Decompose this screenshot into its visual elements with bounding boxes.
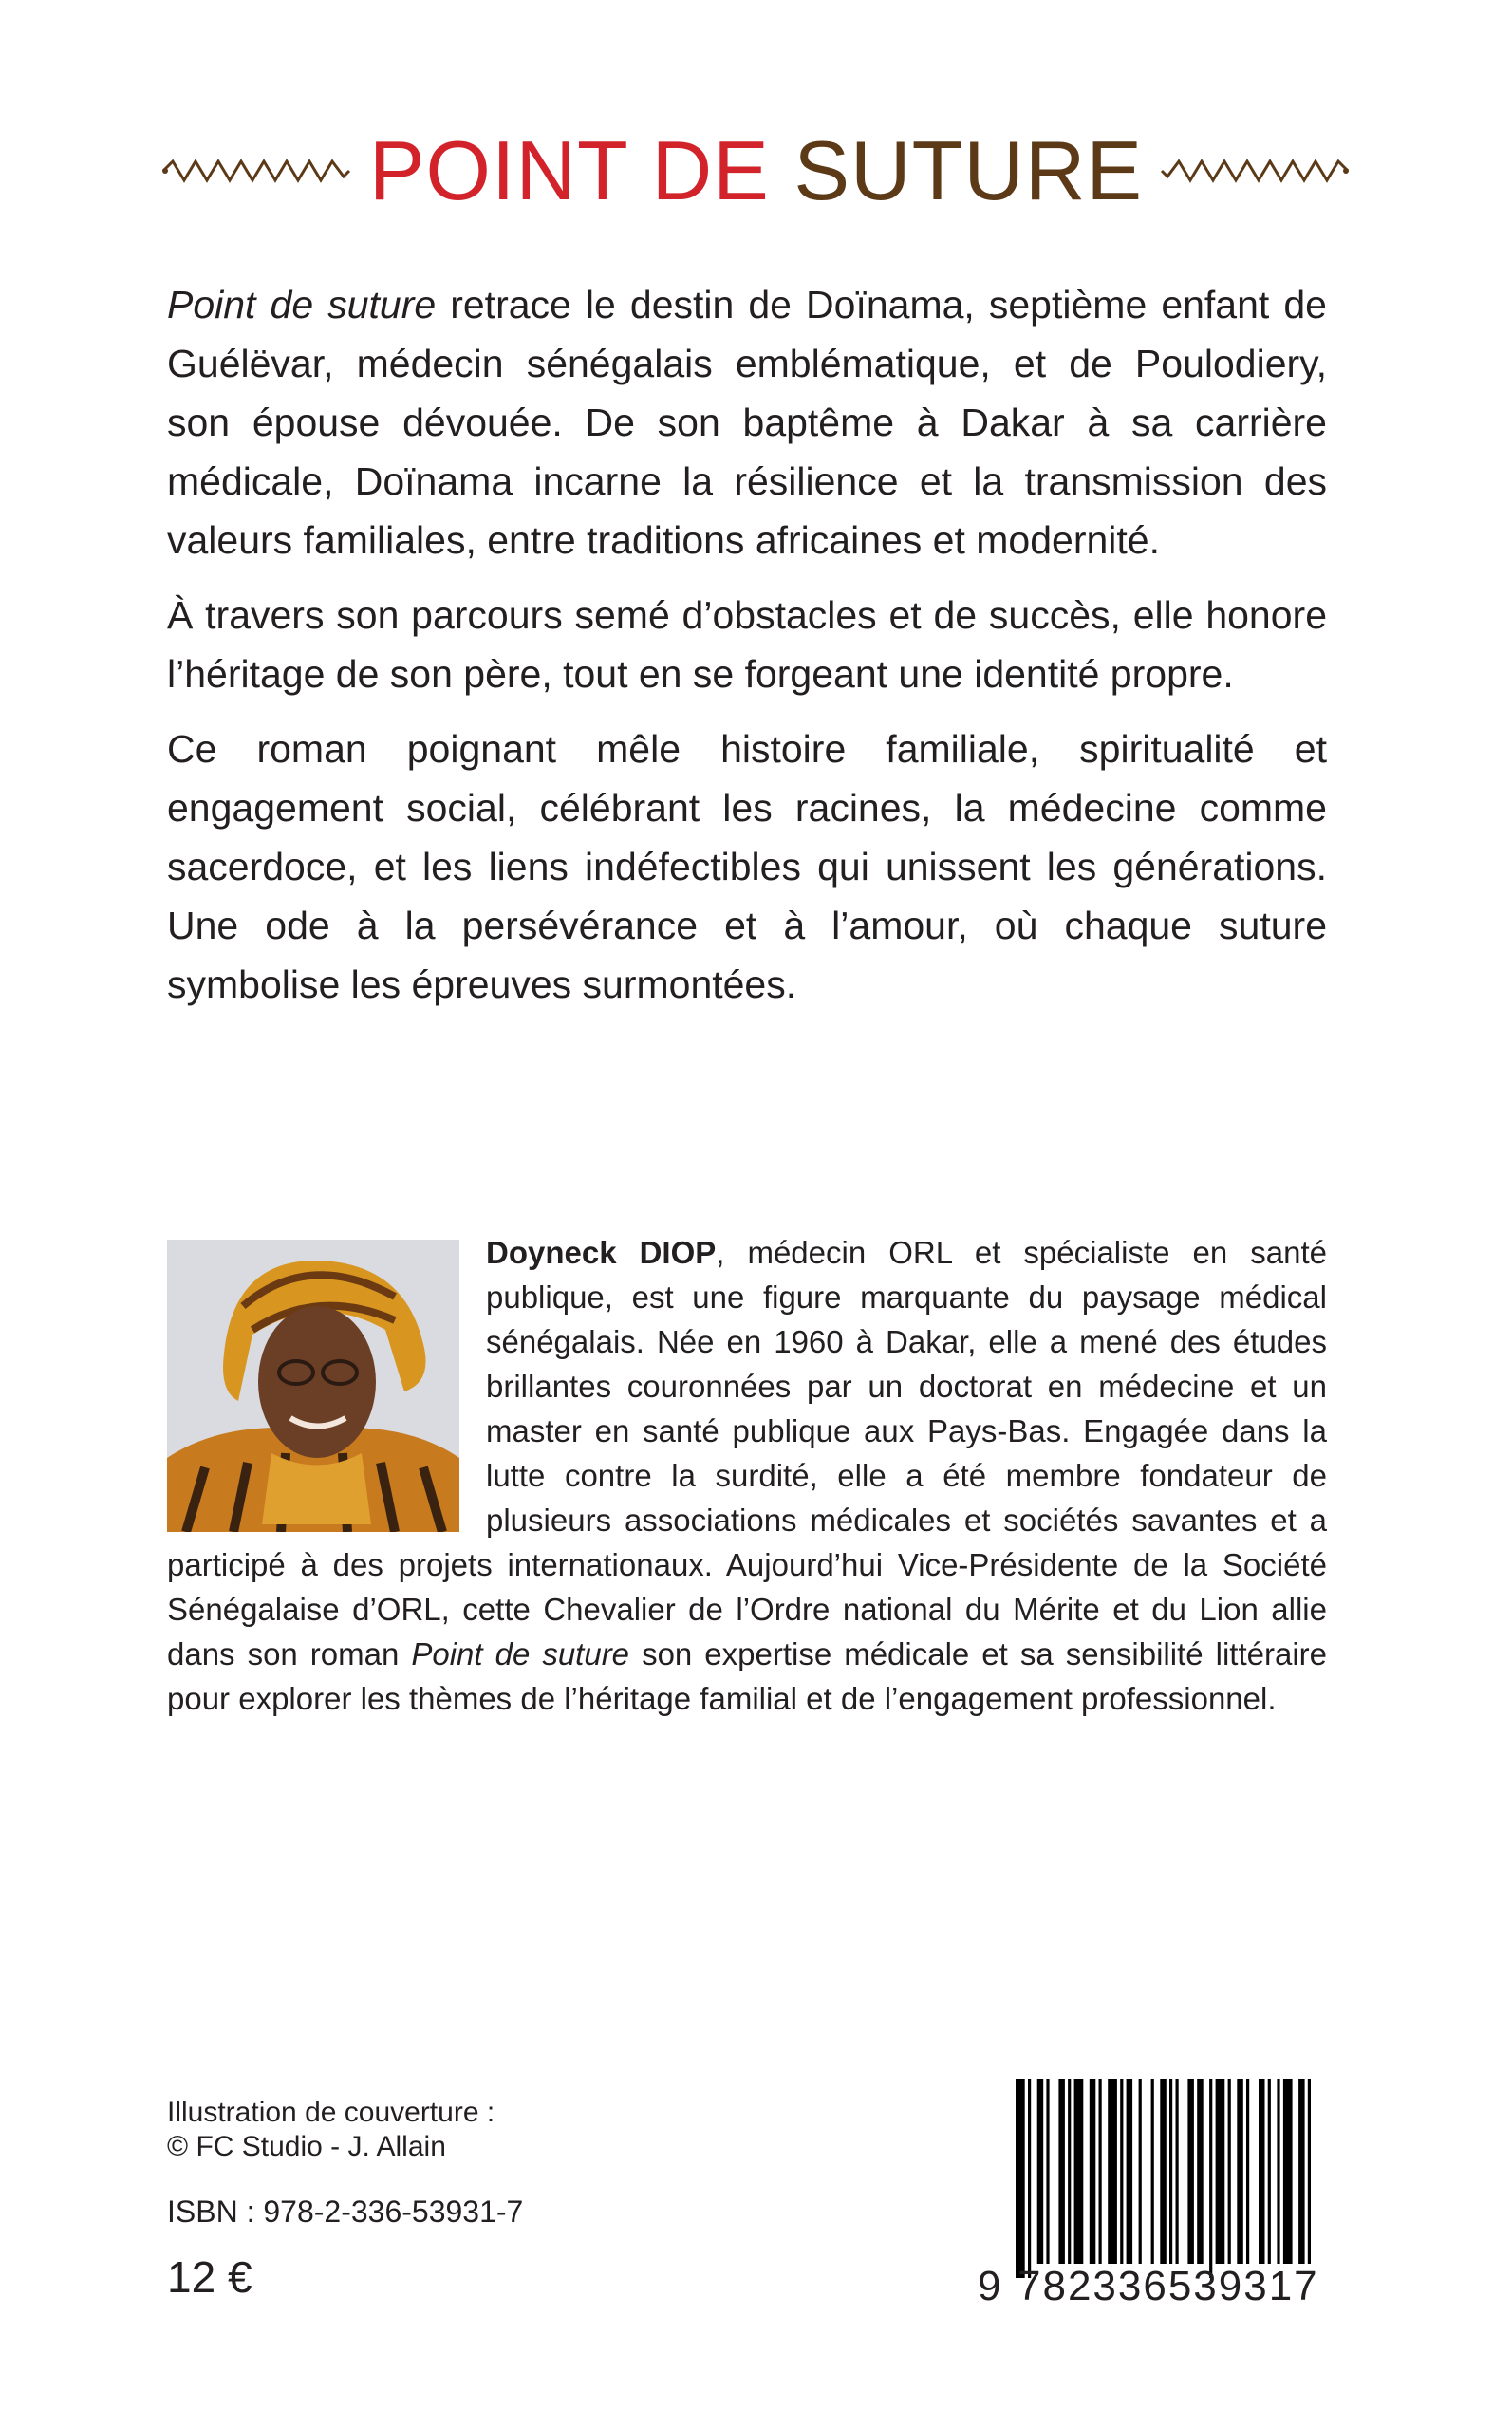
barcode-first-digit: 9 [978, 2263, 1001, 2309]
barcode-bar [1037, 2079, 1044, 2264]
blurb-paragraph-3: Ce roman poignant mêle histoire familiale, spiritualité et engagement social, célébrant les racines, la médecine comme sacerdoce, et les liens indéfectibles qui unissent les générations. Une ode à la persévérance et à l’amour, où chaque suture symbolise les épreuves surmontées. [167, 727, 1327, 1006]
barcode-bar [1187, 2079, 1194, 2264]
blurb-title-italic: Point de suture [167, 283, 437, 327]
barcode-bar [1228, 2079, 1231, 2264]
price: 12 € [167, 2252, 252, 2302]
barcode-bar [1298, 2079, 1305, 2264]
barcode-bar [1209, 2079, 1212, 2278]
barcode-bar [1308, 2079, 1311, 2264]
barcode-bar [1046, 2079, 1049, 2264]
barcode-bar [1216, 2079, 1225, 2264]
barcode-bar [1028, 2079, 1031, 2278]
title-row [0, 114, 1512, 228]
author-name: Doyneck DIOP [486, 1235, 717, 1270]
cover-credits [167, 2096, 495, 2164]
barcode-bar [1169, 2079, 1172, 2264]
zigzag-ornament-right [1160, 154, 1350, 188]
author-bio [167, 1230, 1327, 1721]
barcode-bar [1099, 2079, 1102, 2264]
isbn: ISBN : 978-2-336-53931-7 [167, 2194, 524, 2229]
barcode-bar [1197, 2079, 1204, 2264]
barcode-bar [1176, 2079, 1179, 2264]
barcode-bar [1268, 2079, 1271, 2264]
barcode-bar [1237, 2079, 1243, 2264]
barcode-bar [1108, 2079, 1117, 2264]
credits-line-2: © FC Studio - J. Allain [167, 2131, 446, 2162]
barcode-bar [1246, 2079, 1249, 2264]
title-part-brown: SUTURE [793, 123, 1144, 217]
blurb-paragraph-2: À travers son parcours semé d’obstacles et de succès, elle honore l’héritage de son père, tout en se forgeant une identité propre. [167, 593, 1327, 696]
barcode-bar [1068, 2079, 1071, 2264]
barcode-bar [1090, 2079, 1096, 2264]
blurb-paragraph-1 [167, 275, 1327, 570]
author-bio-text-2: son expertise médicale et sa sensibilité littéraire pour explorer les thèmes de l’héritage familial et de l’engagement professionnel. [167, 1636, 1327, 1716]
barcode-bar [1058, 2079, 1065, 2264]
credits-line-1: Illustration de couverture : [167, 2097, 495, 2128]
blurb-p1-text: retrace le destin de Doïnama, septième enfant de Guélëvar, médecin sénégalais emblématique, et de Poulodiery, son épouse dévouée. De son baptême à Dakar à sa carrière médicale, Doïnama incarne la résilience et la transmission des valeurs familiales, entre traditions africaines et modernité. [167, 283, 1327, 562]
barcode-bar [1277, 2079, 1279, 2264]
barcode-bar [1151, 2079, 1154, 2264]
barcode-bar [1139, 2079, 1142, 2264]
barcode-bar [1074, 2079, 1084, 2264]
title-part-red: POINT DE [368, 123, 770, 217]
barcode-bar [1160, 2079, 1167, 2264]
barcode-bar [1259, 2079, 1265, 2264]
blurb [167, 275, 1327, 1030]
barcode-digit-groups: 782336539317 [1017, 2263, 1319, 2309]
barcode-bar [1016, 2079, 1025, 2278]
author-bio-text-1: , médecin ORL et spécialiste en santé publique, est une figure marquante du paysage médical sénégalais. Née en 1960 à Dakar, elle a mené des études brillantes couronnées par un doctorat en médecine et un master en santé publique aux Pays-Bas. Engagée dans la lutte contre la surdité, elle a été membre fondateur de plusieurs associations médicales et sociétés savantes et a participé à des projets internationaux. Aujourd’hui Vice-Présidente de la Société Sénégalaise d’ORL, cette Chevalier de l’Ordre national du Mérite et du Lion allie dans son roman [167, 1235, 1327, 1671]
barcode-bar [1120, 2079, 1123, 2264]
author-bio-book-title: Point de suture [411, 1636, 630, 1671]
barcode-bar [1283, 2079, 1293, 2264]
author-photo [167, 1240, 459, 1532]
barcode-bar [1127, 2079, 1133, 2264]
